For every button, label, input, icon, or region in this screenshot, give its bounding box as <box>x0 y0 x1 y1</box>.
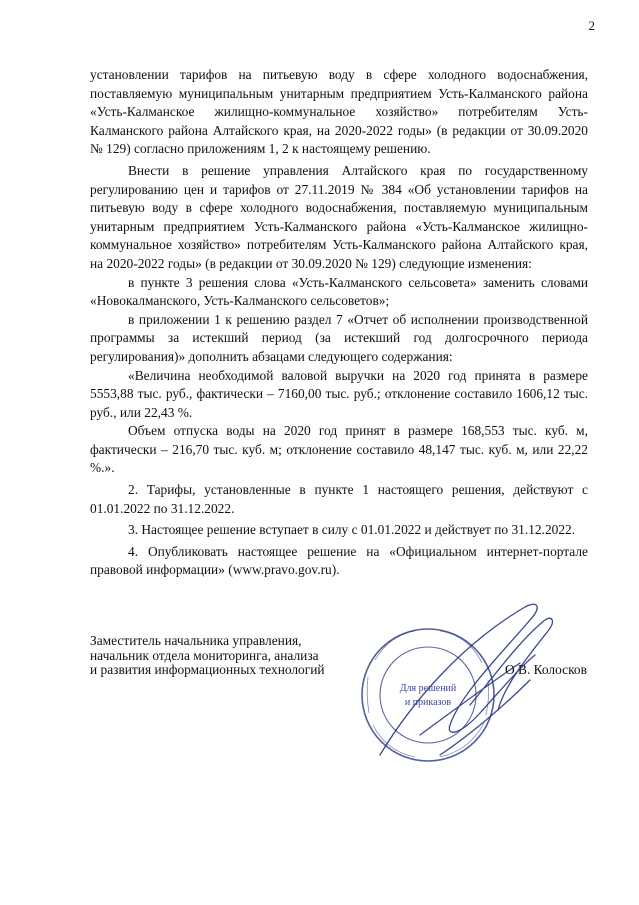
signatory-position-line: Заместитель начальника управления, <box>90 633 302 648</box>
document-body <box>90 66 588 583</box>
signatory-position-line: начальник отдела мониторинга, анализа <box>90 647 319 663</box>
paragraph-publication: 4. Опубликовать настоящее решение на «Официальном интернет-портале правовой информации» (www.pravo.gov.ru). <box>90 543 588 578</box>
signatory-name: О.В. Колосков <box>505 662 587 677</box>
page-number: 2 <box>588 18 595 33</box>
paragraph-intro-continuation: установлении тарифов на питьевую воду в сфере холодного водоснабжения, поставляемую муниципальным унитарным предприятием Усть-Калманского района «Усть-Калманское жилищно-коммунальное хозяйство» потребителям Усть-Калманского района Алтайского края, на 2020-2022 годы» (в редакции от 30.09.2020 № 129) согласно приложениям 1, 2 к настоящему решению. <box>90 67 588 157</box>
paragraph-appendix-change: в приложении 1 к решению раздел 7 «Отчет об исполнении производственной программы за истекший период (за истекший год долгосрочного периода регулирования)» дополнить абзацами следующего содержания: <box>90 311 588 364</box>
paragraph-water-volume: Объем отпуска воды на 2020 год принят в размере 168,553 тыс. куб. м, фактически – 216,70 тыс. куб. м; отклонение составило 48,147 тыс. куб. м, или 22,22 %.». <box>90 423 588 476</box>
paragraph-gross-revenue: «Величина необходимой валовой выручки на 2020 год принята в размере 5553,88 тыс. руб., фактически – 7160,00 тыс. руб.; отклонение составило 1606,12 тыс. руб., или 22,43 %. <box>90 367 588 420</box>
stamp-text-line-2: и приказов <box>404 697 452 708</box>
signatory-position-line: и развития информационных технологий <box>90 662 325 678</box>
paragraph-tariff-period: 2. Тарифы, установленные в пункте 1 настоящего решения, действуют с 01.01.2022 по 31.12.2022. <box>90 482 588 516</box>
signature-and-stamp <box>320 585 600 835</box>
paragraph-item-3-change: в пункте 3 решения слова «Усть-Калманского сельсовета» заменить словами «Новокалманского, Усть-Калманского сельсоветов»; <box>90 274 588 309</box>
handwritten-signature <box>380 604 552 755</box>
paragraph-amendment-intro: Внести в решение управления Алтайского края по государственному регулированию цен и тарифов от 27.11.2019 № 384 «Об установлении тарифов на питьевую воду в сфере холодного водоснабжения, поставляемую муниципальным унитарным предприятием Усть-Калманского района «Усть-Калманское жилищно-коммунальное хозяйство» потребителям Усть-Калманского района Алтайского края, на 2020-2022 годы» (в редакции от 30.09.2020 № 129) следующие изменения: <box>90 162 588 271</box>
paragraph-effective-date: 3. Настоящее решение вступает в силу с 01.01.2022 и действует по 31.12.2022. <box>128 522 576 538</box>
stamp-text-line-1: Для решений <box>399 683 457 694</box>
